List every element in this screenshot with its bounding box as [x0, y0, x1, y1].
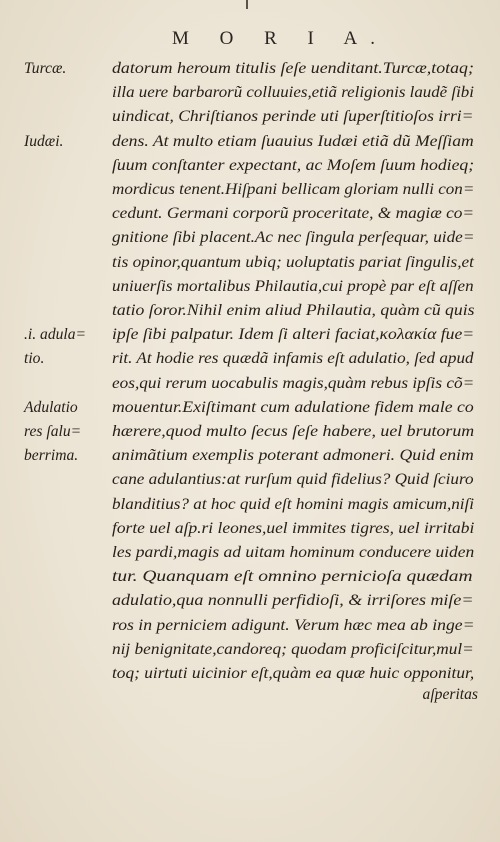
text-line: hærere,quod multo ſecus ſeſe habere, uel brutorum	[112, 423, 475, 440]
text-line: gnitione ſibi placent.Ac nec ſingula perſequar, uide=	[112, 229, 475, 247]
page-edge-mark	[246, 0, 248, 9]
text-line: tatio ſoror.Nihil enim aliud Philautia, quàm cũ quis	[112, 302, 475, 319]
catchword: aſperitas	[422, 686, 478, 703]
marginal-note: tio.	[24, 350, 45, 368]
marginal-note: res ſalu=	[24, 423, 82, 440]
text-line: mouentur.Exiſtimant cum adulatione fidem male co	[112, 398, 474, 416]
text-line: blanditius? at hoc quid eſt homini magis amicum,niſi	[112, 495, 475, 513]
text-line: illa uere barbarorũ colluuies,etiã religionis laudẽ ſibi	[112, 84, 474, 102]
text-line: animãtium exemplis poterant admoneri. Quid enim	[112, 447, 474, 465]
text-line: dens. At multo etiam ſuauius Iudæi etiã dũ Meſſiam	[112, 132, 474, 150]
text-line: tur. Quanquam eſt omnino pernicioſa quædam	[112, 568, 473, 586]
text-line: uniuerſis mortalibus Philautia,cui propè par eſt aſſen	[112, 277, 474, 295]
text-line: adulatio,qua nonnulli perfidioſi, & irriſores miſe=	[112, 592, 474, 610]
text-line: les pardi,magis ad uitam hominum conducere uiden	[112, 544, 475, 561]
marginal-note: Turcæ.	[24, 60, 67, 77]
text-line: datorum heroum titulis ſeſe uenditant.Turcæ,totaq;	[112, 60, 474, 77]
text-line: tis opinor,quantum ubiq; uoluptatis pariat ſingulis,et	[112, 253, 474, 271]
text-line: ros in perniciem adigunt. Verum hæc mea ab inge=	[112, 616, 475, 634]
running-head-title: M O R I A.	[171, 28, 389, 49]
text-line: mordicus tenent.Hiſpani bellicam gloriam nulli con=	[112, 181, 475, 198]
text-line: rit. At hodie res quædã infamis eſt adulatio, ſed apud	[112, 350, 474, 368]
text-line: cedunt. Germani corporũ proceritate, & magiæ co=	[112, 205, 475, 223]
marginal-note: Iudæi.	[24, 132, 64, 150]
marginal-note: Adulatio	[24, 398, 78, 416]
text-line: uindicat, Chriſtianos perinde uti ſuperſtitioſos irri=	[112, 108, 474, 126]
text-line: forte uel aſp.ri leones,uel immites tigres, uel irritabi	[112, 519, 475, 537]
marginal-note: .i. adula=	[24, 326, 87, 344]
marginal-note: berrima.	[24, 447, 79, 465]
text-line: nij benignitate,candoreq; quodam proficiſcitur,mul=	[112, 640, 474, 658]
text-line: toq; uirtuti uicinior eſt,quàm ea quæ huic opponitur,	[112, 665, 475, 682]
text-line: ipſe ſibi palpatur. Idem ſi alteri faciat,κολακία fue=	[112, 326, 475, 344]
text-line: cane adulantius:at rurſum quid fidelius? Quid ſciuro	[112, 471, 474, 489]
running-head	[0, 28, 500, 50]
text-line: eos,qui rerum uocabulis magis,quàm rebus ipſis cõ=	[112, 374, 475, 392]
text-line: ſuum conſtanter expectant, ac Moſem ſuum hodieq;	[112, 156, 475, 174]
